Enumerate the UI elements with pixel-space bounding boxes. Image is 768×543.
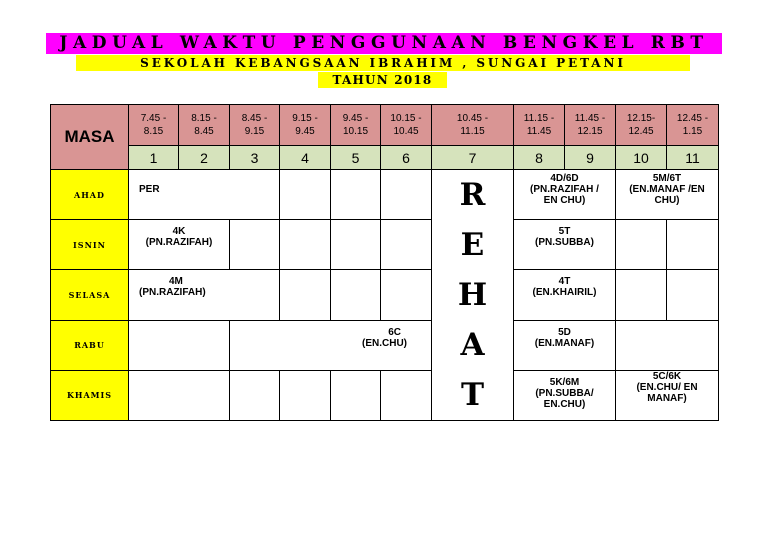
empty-slot [667,270,719,320]
time-header: 8.45 - 9.15 [230,105,280,146]
day-khamis: KHAMIS [51,370,129,420]
time-header: 8.15 - 8.45 [179,105,230,146]
school-name: SEKOLAH KEBANGSAAN IBRAHIM , SUNGAI PETANI [76,55,690,71]
time-header: 11.45 - 12.15 [565,105,616,146]
period-number: 7 [432,146,514,170]
slot-khamis-5k6m: 5K/6M (PN.SUBBA/ EN.CHU) [514,370,616,420]
rehat-column [432,170,514,421]
empty-slot [616,320,719,370]
empty-slot [381,220,432,270]
period-number: 3 [230,146,280,170]
period-number: 9 [565,146,616,170]
empty-slot [381,370,432,420]
year-label: TAHUN 2018 [318,72,447,88]
empty-slot [381,170,432,220]
empty-slot [667,220,719,270]
empty-slot [616,220,667,270]
slot-ahad-5m6t: 5M/6T (EN.MANAF /EN CHU) [616,170,719,220]
empty-slot [129,370,230,420]
period-number: 5 [331,146,381,170]
day-ahad: AHAD [51,170,129,220]
empty-slot [280,270,331,320]
rehat-letter: H [457,277,488,313]
empty-slot [230,370,280,420]
slot-selasa-4t: 4T (EN.KHAIRIL) [514,270,616,320]
empty-slot [381,270,432,320]
time-header: 12.15- 12.45 [616,105,667,146]
empty-slot [331,370,381,420]
slot-isnin-4k: 4K (PN.RAZIFAH) [129,220,230,270]
day-isnin: ISNIN [51,220,129,270]
page-title: JADUAL WAKTU PENGGUNAAN BENGKEL RBT [46,33,722,54]
slot-ahad-4d6d: 4D/6D (PN.RAZIFAH / EN CHU) [514,170,616,220]
time-header: 10.45 - 11.15 [432,105,514,146]
day-rabu: RABU [51,320,129,370]
period-number: 11 [667,146,719,170]
empty-slot [280,370,331,420]
empty-slot [616,270,667,320]
period-number: 10 [616,146,667,170]
empty-slot [230,220,280,270]
empty-slot [129,320,230,370]
time-header: 9.15 - 9.45 [280,105,331,146]
time-header: 9.45 - 10.15 [331,105,381,146]
period-number: 2 [179,146,230,170]
slot-rabu-6c: 6C (EN.CHU) [230,320,432,370]
rehat-letter: E [460,227,485,263]
rehat-letter: R [459,177,486,213]
rehat-letter: T [460,377,485,413]
period-number: 8 [514,146,565,170]
rehat-letter: A [460,327,485,363]
schedule-table [50,104,719,421]
empty-slot [331,220,381,270]
slot-ahad-per: PER [129,170,280,220]
period-number: 1 [129,146,179,170]
period-number: 6 [381,146,432,170]
slot-khamis-5c6k: 5C/6K (EN.CHU/ EN MANAF) [616,370,719,420]
time-header: 7.45 - 8.15 [129,105,179,146]
time-header: 11.15 - 11.45 [514,105,565,146]
empty-slot [280,220,331,270]
time-header: 12.45 - 1.15 [667,105,719,146]
slot-rabu-5d: 5D (EN.MANAF) [514,320,616,370]
masa-header: MASA [51,105,129,170]
empty-slot [331,170,381,220]
slot-selasa-4m: 4M (PN.RAZIFAH) [129,270,280,320]
day-selasa: SELASA [51,270,129,320]
time-header: 10.15 - 10.45 [381,105,432,146]
period-number: 4 [280,146,331,170]
empty-slot [280,170,331,220]
empty-slot [331,270,381,320]
slot-isnin-5t: 5T (PN.SUBBA) [514,220,616,270]
